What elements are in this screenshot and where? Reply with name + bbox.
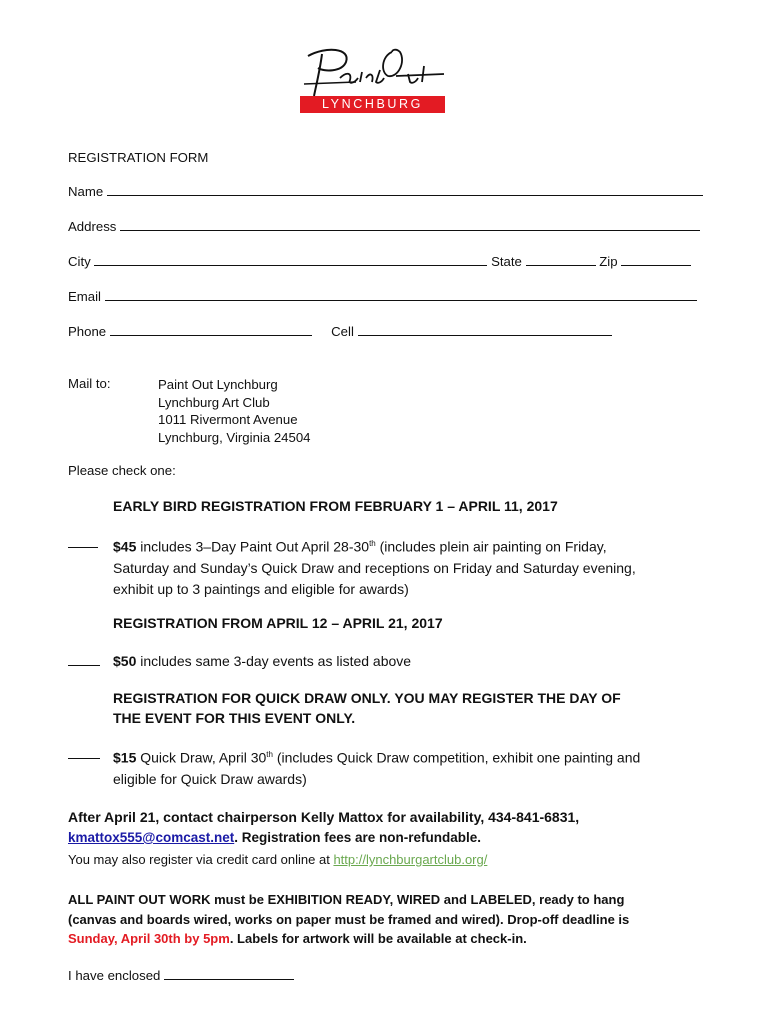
state-field[interactable] [526, 254, 596, 266]
phone-field[interactable] [110, 324, 312, 336]
lynchburg-logo-bar: LYNCHBURG [300, 96, 445, 113]
mail-address-line: Paint Out Lynchburg [158, 377, 278, 392]
phone-cell-row [68, 324, 612, 339]
contact-email-row [68, 830, 481, 845]
city-label: City [68, 254, 91, 269]
enclosed-amount-field[interactable] [164, 968, 294, 980]
mail-address-line: Lynchburg, Virginia 24504 [158, 429, 311, 445]
address-label: Address [68, 219, 117, 234]
mail-address-line: Lynchburg Art Club [158, 394, 270, 410]
mail-address-line: 1011 Rivermont Avenue [158, 412, 298, 427]
address-field[interactable] [120, 219, 700, 231]
quick-draw-heading: REGISTRATION FOR QUICK DRAW ONLY. YOU MAY REGISTER THE DAY OF THE EVENT FOR THIS EVENT ONLY. [113, 690, 621, 726]
early-bird-price: $45 [113, 538, 137, 555]
contact-line: After April 21, contact chairperson Kelly Mattox for availability, 434-841-6831, [68, 809, 580, 825]
registration-price: $50 [113, 653, 137, 669]
paint-out-logo-script [296, 42, 446, 98]
enclosed-row [68, 968, 294, 983]
email-label: Email [68, 289, 101, 304]
registration-heading: REGISTRATION FROM APRIL 12 – APRIL 21, 2017 [113, 615, 443, 631]
cell-field[interactable] [358, 324, 612, 336]
form-title: REGISTRATION FORM [68, 150, 209, 165]
state-label: State [491, 254, 522, 269]
drop-off-deadline: Sunday, April 30th by 5pm [68, 931, 230, 946]
early-bird-description: $45 includes 3–Day Paint Out April 28-30th (includes plein air painting on Friday, Saturday and Sunday’s Quick Draw and receptions on Friday and Saturday evening, exhibit up to 3 paintings and eligible for awards) [113, 538, 636, 597]
mail-address [158, 376, 311, 446]
name-row [68, 184, 703, 199]
address-row [68, 219, 700, 234]
mail-to-label: Mail to: [68, 376, 111, 391]
early-bird-checkbox[interactable] [68, 536, 98, 548]
enclosed-label: I have enclosed [68, 968, 161, 983]
check-prompt: Please check one: [68, 463, 176, 478]
online-registration-row: You may also register via credit card online at http://lynchburgartclub.org/ [68, 852, 488, 867]
cell-label: Cell [331, 324, 354, 339]
email-field[interactable] [105, 289, 697, 301]
zip-label: Zip [599, 254, 618, 269]
city-state-zip-row [68, 254, 691, 269]
registration-checkbox[interactable] [68, 654, 100, 666]
club-website-link[interactable]: http://lynchburgartclub.org/ [333, 852, 488, 867]
contact-email-link[interactable]: kmattox555@comcast.net [68, 830, 235, 845]
non-refundable-note: . Registration fees are non-refundable. [234, 830, 482, 845]
quick-draw-description: $15 Quick Draw, April 30th (includes Quick Draw competition, exhibit one painting and eligible for Quick Draw awards) [113, 749, 641, 787]
registration-description: $50 includes same 3-day events as listed above [113, 653, 412, 669]
quick-draw-price: $15 [113, 749, 137, 766]
email-row [68, 289, 697, 304]
name-label: Name [68, 184, 104, 199]
early-bird-heading: EARLY BIRD REGISTRATION FROM FEBRUARY 1 – APRIL 11, 2017 [113, 498, 558, 514]
exhibition-notice: ALL PAINT OUT WORK must be EXHIBITION READY, WIRED and LABELED, ready to hang (canvas and boards wired, works on paper must be framed and wired). Drop-off deadline is Sunday, April 30th by 5pm. Labels for artwork will be available at check-in. [68, 892, 630, 946]
zip-field[interactable] [621, 254, 691, 266]
quick-draw-checkbox[interactable] [68, 747, 100, 759]
city-field[interactable] [94, 254, 487, 266]
phone-label: Phone [68, 324, 107, 339]
name-field[interactable] [107, 184, 703, 196]
